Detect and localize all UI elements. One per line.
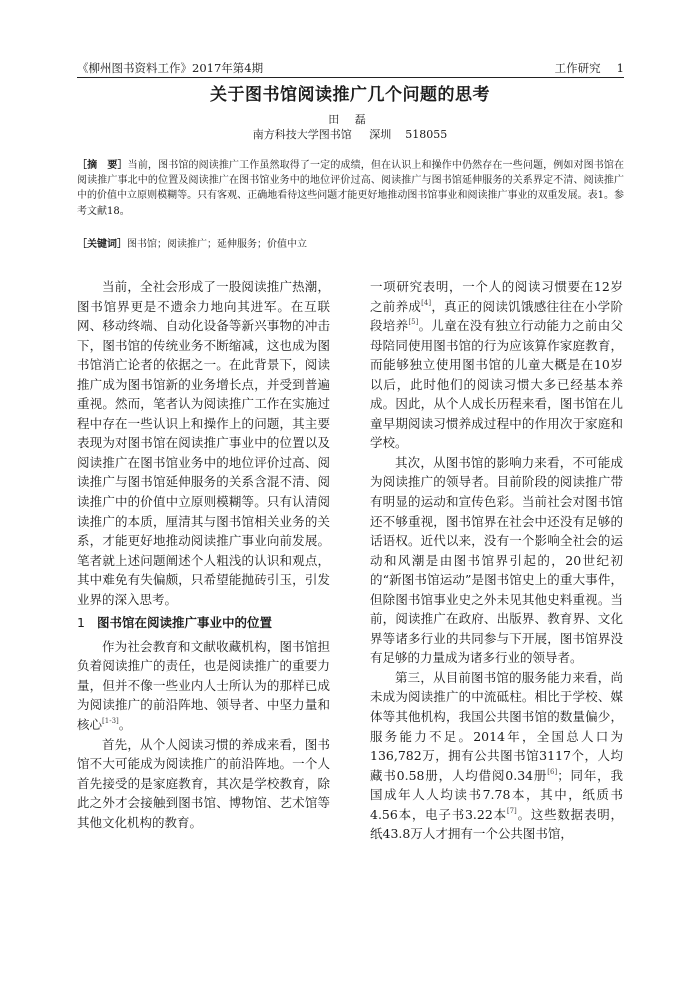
abstract-text: 当前，图书馆的阅读推广工作虽然取得了一定的成绩，但在认识上和操作中仍然存在一些问题，例如对图书馆在阅读推广事北中的位置及阅读推广在图书馆业务中的地位评价过高、阅读推广与图书馆延伸服务的关系界定不清、阅读推广中的价值中立原则模糊等。只有客观、正确地看待这些问题才能更好地推动图书馆事业和阅读推广事业的双重发展。表1。参考文献18。: [77, 160, 625, 217]
keywords: [77, 235, 624, 250]
section-heading-1: [77, 613, 330, 633]
citation-ref: [1-3]: [102, 717, 119, 726]
right-column: [370, 277, 623, 844]
section-paragraph: 第三，从目前图书馆的服务能力来看，尚未成为阅读推广的中流砥柱。相比于学校、媒体等其他机构，我国公共图书馆的数量偏少，服务能力不足。2014年，全国总人口为136,782万，拥有公共图书馆3117个，人均藏书0.58册，人均借阅0.34册[6]；同年，我国成年人人均读书7.78本，其中，纸质书4.56本，电子书3.22本[7]。这些数据表明，纸43.8万人才拥有一个公共图书馆，: [370, 669, 623, 842]
author-name: 田 磊: [328, 113, 372, 126]
section-paragraph: 首先，从个人阅读习惯的养成来看，图书馆不大可能成为阅读推广的前沿阵地。一个人首先接受的是家庭教育，其次是学校教育，除此之外才会接触到图书馆、博物馆、艺术馆等其他文化机构的教育。: [77, 736, 330, 830]
header-right: [555, 60, 624, 76]
citation-ref: [5]: [408, 318, 419, 327]
journal-issue: 《柳州图书资料工作》2017年第4期: [77, 61, 264, 75]
citation-ref: [6]: [547, 767, 558, 776]
citation-ref: [7]: [506, 806, 517, 815]
author-affiliation: 南方科技大学图书馆 深圳 518055: [252, 128, 448, 141]
section-title: 图书馆在阅读推广事业中的位置: [96, 615, 272, 631]
running-header: [77, 57, 624, 78]
continued-paragraph: 一项研究表明，一个人的阅读习惯要在12岁之前养成[4]，真正的阅读饥饿感往往在小学阶段培养[5]。儿童在没有独立行动能力之前由父母陪同使用图书馆的行为应该算作家庭教育，而能够独立使用图书馆的儿童大概是在10岁以后，此时他们的阅读习惯大多已经基本养成。因此，从个人成长历程来看，图书馆在儿童早期阅读习惯养成过程中的作用次于家庭和学校。: [370, 279, 623, 451]
article-title: 关于图书馆阅读推广几个问题的思考: [210, 85, 490, 105]
keywords-label: ［关键词］: [77, 239, 127, 250]
citation-ref: [4]: [421, 298, 432, 307]
page-number: 1: [616, 61, 624, 75]
abstract-label: ［摘 要］: [77, 160, 128, 171]
section-paragraph: 作为社会教育和文献收藏机构，图书馆担负着阅读推广的责任，也是阅读推广的重要力量，但并不像一些业内人士所认为的那样已成为阅读推广的前沿阵地、领导者、中坚力量和核心[1-3]。: [77, 638, 330, 733]
section-number: 1: [77, 615, 85, 631]
section-name: 工作研究: [554, 61, 601, 75]
keywords-text: 图书馆；阅读推广；延伸服务；价值中立: [127, 239, 307, 250]
intro-paragraph: 当前，全社会形成了一股阅读推广热潮，图书馆界更是不遗余力地向其进军。在互联网、移动终端、自动化设备等新兴事物的冲击下，图书馆的传统业务不断缩减，这也成为图书馆消亡论者的依据之一。在此背景下，阅读推广成为图书馆新的业务增长点，并受到普遍重视。然而，笔者认为阅读推广工作在实施过程中存在一些认识上和操作上的问题，其主要表现为对图书馆在阅读推广事业中的位置以及阅读推广在图书馆业务中的地位评价过高、阅读推广与图书馆延伸服务的关系含混不清、阅读推广中的价值中立原则模糊等。只有认清阅读推广的本质，厘清其与图书馆相关业务的关系，才能更好地推动阅读推广事业向前发展。笔者就上述问题阐述个人粗浅的认识和观点，其中难免有失偏颇，只希望能抛砖引玉，引发业界的深入思考。: [77, 279, 330, 607]
left-column: [77, 277, 330, 832]
section-paragraph: 其次，从图书馆的影响力来看，不可能成为阅读推广的领导者。目前阶段的阅读推广带有明显的运动和宣传色彩。当前社会对图书馆还不够重视，图书馆界在社会中还没有足够的话语权。近代以来，没有一个影响全社会的运动和风潮是由图书馆界引起的，20世纪初的“新图书馆运动”是图书馆史上的重大事件，但除图书馆事业史之外未见其他史料重视。当前，阅读推广在政府、出版界、教育界、文化界等诸多行业的共同参与下开展，图书馆界没有足够的力量成为诸多行业的领导者。: [370, 454, 623, 666]
abstract: [77, 158, 624, 219]
